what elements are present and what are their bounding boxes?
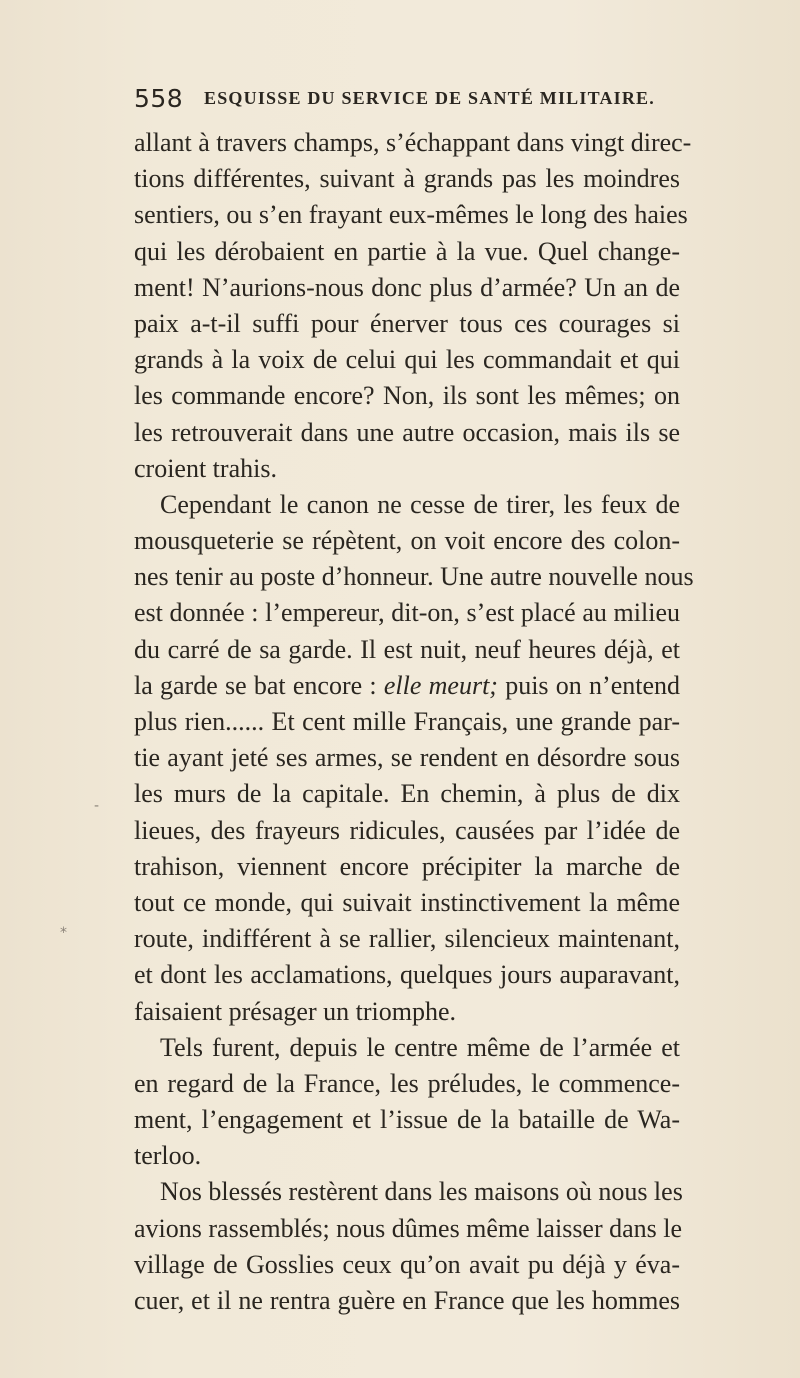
margin-mark: - [94,798,100,814]
page-header [134,84,674,114]
text-segment: la garde se bat encore : [134,670,384,700]
body-text [134,125,694,1319]
text-line: tions différentes, suivant à grands pas les moindres [134,164,680,194]
text-line: et dont les acclamations, quelques jours auparavant, [134,960,680,990]
text-line: trahison, viennent encore précipiter la marche de [134,851,680,881]
text-line: paix a-t-il suffi pour énerver tous ces courages si [134,308,680,338]
text-line: sentiers, ou s’en frayant eux-mêmes le long des haies [134,200,688,230]
text-line: Tels furent, depuis le centre même de l’armée et [160,1032,680,1062]
text-line: nes tenir au poste d’honneur. Une autre nouvelle nous [134,562,694,592]
text-line [134,668,680,704]
text-line: mousqueterie se répètent, on voit encore des colon- [134,526,680,556]
page-number: 558 [134,84,184,113]
text-line: avions rassemblés; nous dûmes même laisser dans le [134,1213,683,1243]
emphasis: elle meurt; [383,670,498,700]
text-line: les commande encore? Non, ils sont les mêmes; on [134,381,680,411]
text-line: du carré de sa garde. Il est nuit, neuf heures déjà, et [134,634,680,664]
text-line: allant à travers champs, s’échappant dans vingt direc- [134,128,692,157]
text-line: qui les dérobaient en partie à la vue. Quel change- [134,236,680,266]
text-line: lieues, des frayeurs ridicules, causées par l’idée de [134,815,680,845]
text-segment: puis on n’entend [497,670,680,700]
text-line: en regard de la France, les préludes, le commence- [134,1068,680,1098]
text-line: village de Gosslies ceux qu’on avait pu déjà y éva- [134,1249,680,1279]
text-line: est donnée : l’empereur, dit-on, s’est placé au milieu [134,598,680,628]
text-line: ment, l’engagement et l’issue de la bataille de Wa- [134,1105,680,1135]
text-line: ment! N’aurions-nous donc plus d’armée? Un an de [134,272,680,302]
margin-mark: * [60,925,67,941]
text-line: cuer, et il ne rentra guère en France que les hommes [134,1286,680,1315]
running-title: ESQUISSE DU SERVICE DE SANTÉ MILITAIRE. [204,88,655,108]
text-line: terloo. [134,1141,202,1171]
text-line: tie ayant jeté ses armes, se rendent en désordre sous [134,743,680,773]
text-line: route, indifférent à se rallier, silencieux maintenant, [134,924,680,954]
text-line: Nos blessés restèrent dans les maisons où nous les [160,1177,683,1207]
text-line: faisaient présager un triomphe. [134,996,456,1026]
text-line: les murs de la capitale. En chemin, à plus de dix [134,779,680,809]
text-line: croient trahis. [134,453,277,483]
text-line: tout ce monde, qui suivait instinctivement la même [134,887,680,917]
text-line: grands à la voix de celui qui les commandait et qui [134,345,680,375]
text-line: Cependant le canon ne cesse de tirer, les feux de [160,489,680,519]
text-line: plus rien...... Et cent mille Français, une grande par- [134,707,680,736]
text-line: les retrouverait dans une autre occasion, mais ils se [134,417,680,447]
